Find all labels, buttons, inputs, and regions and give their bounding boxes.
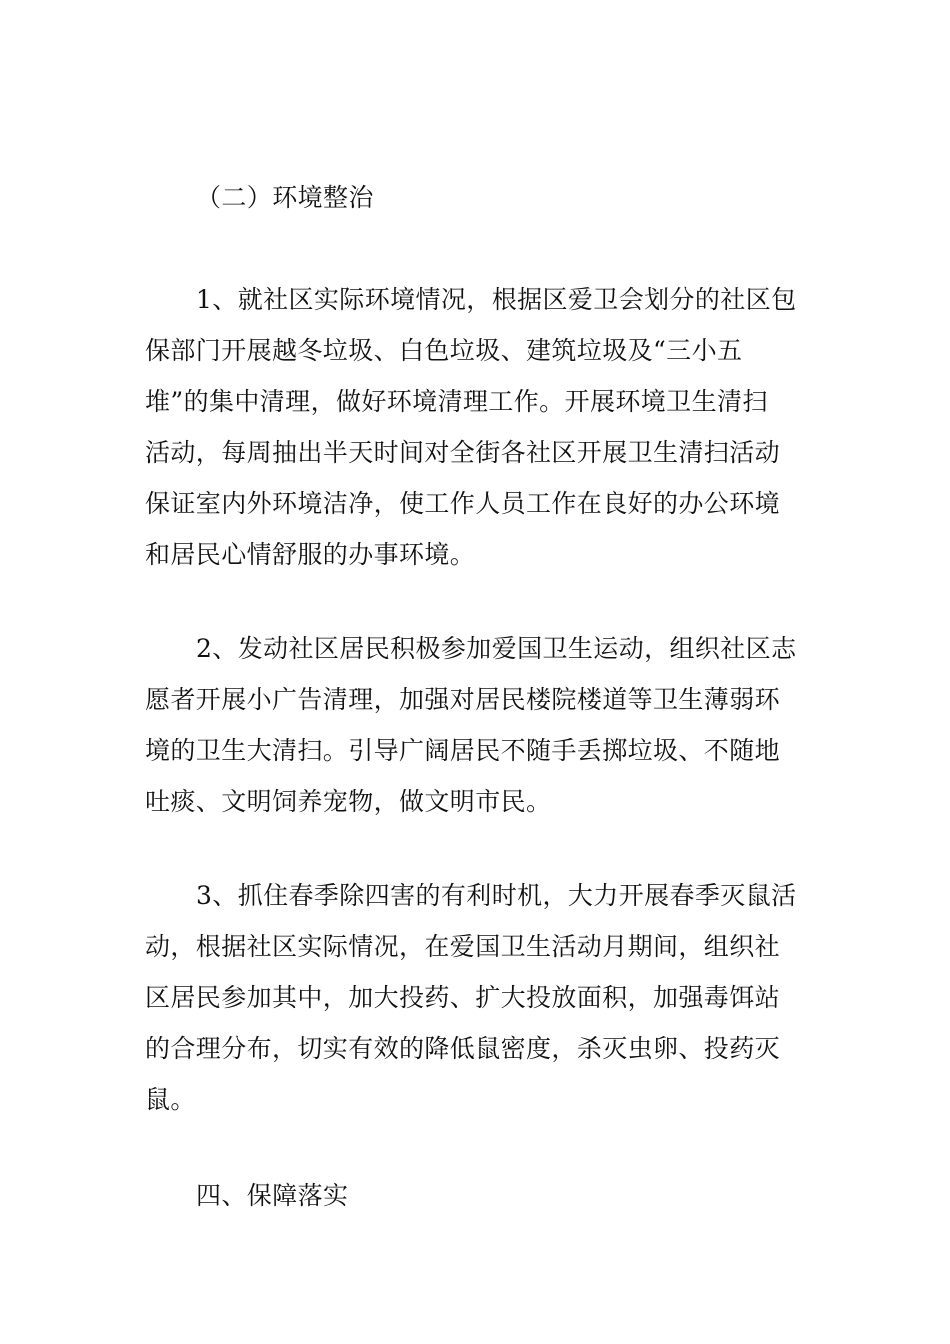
paragraph-line: 的合理分布，切实有效的降低鼠密度，杀灭虫卵、投药灭: [145, 1034, 781, 1063]
paragraph-line: 区居民参加其中，加大投药、扩大投放面积，加强毒饵站: [145, 983, 781, 1012]
paragraph-line: 1、就社区实际环境情况，根据区爱卫会划分的社区包: [196, 285, 797, 314]
paragraph-line: 鼠。: [145, 1085, 196, 1114]
section-heading: （二）环境整治: [196, 183, 374, 212]
paragraph-line: 活动，每周抽出半天时间对全街各社区开展卫生清扫活动: [145, 438, 781, 467]
paragraph-line: 动，根据社区实际情况，在爱国卫生活动月期间，组织社: [145, 932, 781, 961]
paragraph-1: [145, 274, 810, 580]
paragraph-line: 保证室内外环境洁净，使工作人员工作在良好的办公环境: [145, 489, 781, 518]
paragraph-3: [145, 870, 810, 1125]
paragraph-line: 境的卫生大清扫。引导广阔居民不随手丢掷垃圾、不随地: [145, 736, 781, 765]
paragraph-line: 吐痰、文明饲养宠物，做文明市民。: [145, 787, 552, 816]
paragraph-line: 3、抓住春季除四害的有利时机，大力开展春季灭鼠活: [196, 881, 797, 910]
closing-heading: 四、保障落实: [196, 1181, 349, 1210]
paragraph-line: 愿者开展小广告清理，加强对居民楼院楼道等卫生薄弱环: [145, 685, 781, 714]
paragraph-line: 堆”的集中清理，做好环境清理工作。开展环境卫生清扫: [145, 387, 768, 416]
paragraph-2: [145, 623, 810, 827]
paragraph-line: 和居民心情舒服的办事环境。: [145, 540, 476, 569]
paragraph-line: 保部门开展越冬垃圾、白色垃圾、建筑垃圾及“三小五: [145, 336, 743, 365]
paragraph-line: 2、发动社区居民积极参加爱国卫生运动，组织社区志: [196, 634, 797, 663]
